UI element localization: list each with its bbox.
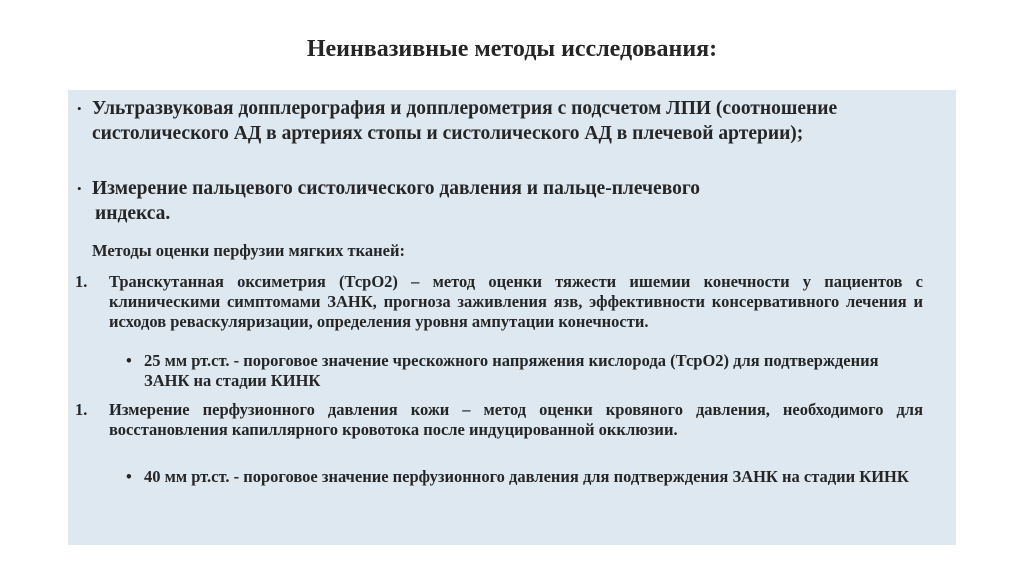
bullet-text-line-1: Измерение пальцевого систолического давления и пальце-плечевого — [92, 178, 700, 199]
item-text: Измерение перфузионного давления кожи – метод оценки кровяного давления, необходимого для восстановления капиллярного кровотока после индуцированной окклюзии. — [109, 400, 923, 439]
numbered-item-oximetry — [75, 272, 923, 332]
sub-item-threshold-40 — [126, 467, 926, 487]
numbered-item-skin-perfusion — [75, 400, 923, 440]
section-heading: Методы оценки перфузии мягких тканей: — [92, 241, 405, 260]
sub-bullet-marker: • — [126, 467, 132, 486]
item-number: 1. — [75, 400, 88, 419]
bullet-item-finger-pressure — [77, 176, 932, 226]
item-number: 1. — [75, 272, 88, 291]
slide-title: Неинвазивные методы исследования: — [306, 36, 718, 62]
bullet-marker: • — [77, 181, 82, 196]
bullet-item-ultrasound — [77, 96, 932, 146]
sub-item-text: 25 мм рт.ст. - пороговое значение чрескожного напряжения кислорода (ТсрО2) для подтверждения ЗАНК на стадии КИНК — [144, 351, 879, 390]
sub-item-text: 40 мм рт.ст. - пороговое значение перфузионного давления для подтверждения ЗАНК на стадии КИНК — [144, 467, 909, 486]
bullet-text-line-2: индекса. — [95, 203, 171, 224]
sub-bullet-marker: • — [126, 351, 132, 370]
content-box — [68, 90, 956, 545]
bullet-text: Ультразвуковая допплерография и допплерометрия с подсчетом ЛПИ (соотношение систолического АД в артериях стопы и систолического АД в плечевой артерии); — [92, 98, 838, 144]
bullet-marker: • — [77, 101, 82, 116]
item-text: Транскутанная оксиметрия (ТсрО2) – метод оценки тяжести ишемии конечности у пациентов с клиническими симптомами ЗАНК, прогноза заживления язв, эффективности консервативного лечения и исходов реваскуляризации, определения уровня ампутации конечности. — [109, 272, 923, 331]
sub-item-threshold-25 — [126, 351, 926, 391]
